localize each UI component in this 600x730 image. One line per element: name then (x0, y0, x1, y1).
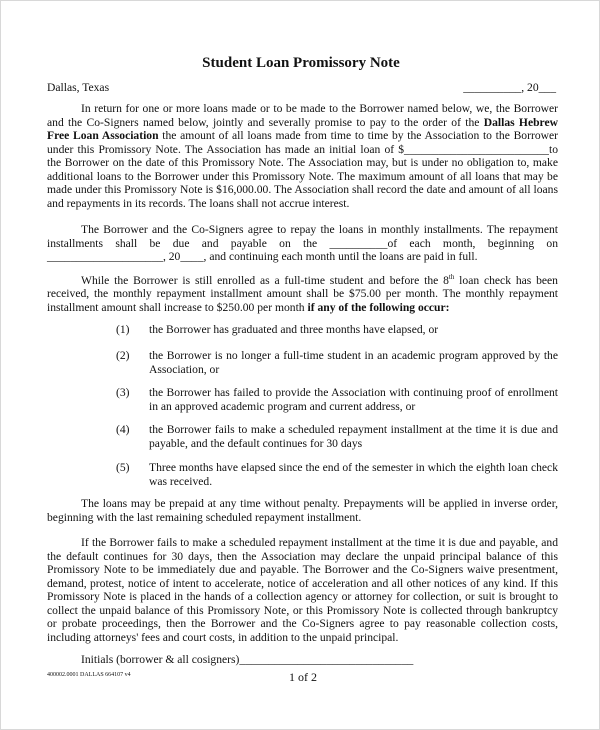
association-name: Dallas Hebrew Free Loan Association (47, 115, 558, 142)
date-blank: __________, 20___ (463, 81, 556, 94)
text: In return for one or more loans made or to be made to the Borrower named below, we, the Borrower and the Co-Signers named below, jointly and severally promise to pay to the order of the (47, 102, 558, 129)
condition-number: (2) (116, 349, 130, 362)
condition-number: (1) (116, 323, 130, 336)
superscript: th (448, 273, 455, 281)
location: Dallas, Texas (47, 81, 110, 94)
paragraph-repayment: The Borrower and the Co-Signers agree to repay the loans in monthly installments. The repayment installments shall be due and payable on the __________of each month, beginning on ____________________, 20____, and continuing each month until the loans are paid in full. (47, 223, 558, 263)
paragraph-prepayment: The loans may be prepaid at any time without penalty. Prepayments will be applied in inverse order, beginning with the last remaining scheduled repayment installment. (47, 497, 558, 524)
text: loan check has been received, the monthly repayment installment amount shall be $75.00 per month. The monthly repayment installment amount shall increase to $250.00 per month (47, 273, 558, 314)
footer-doc-id: 400002.0001 DALLAS 664107 v4 (47, 672, 131, 678)
condition-text: the Borrower is no longer a full-time student in an academic program approved by the Association, or (149, 349, 558, 376)
condition-number: (3) (116, 386, 130, 399)
condition-item (116, 323, 558, 337)
initials-line: Initials (borrower & all cosigners)______________________________ (81, 653, 414, 666)
condition-text: the Borrower fails to make a scheduled repayment installment at the time it is due and payable, and the default continues for 30 days (149, 423, 558, 450)
paragraph-loan-terms (47, 102, 558, 210)
condition-item (116, 349, 558, 376)
paragraph-default: If the Borrower fails to make a scheduled repayment installment at the time it is due and payable, and the default continues for 30 days, then the Association may declare the unpaid principal balance of this Promissory Note to be immediately due and payable. The Borrower and the Co-Signers waive presentment, demand, protest, notice of intent to accelerate, notice of acceleration and all other notices of any kind. If this Promissory Note is placed in the hands of a collection agency or attorney for collection, or suit is brought to collect the unpaid balance of this Promissory Note, or this Promissory Note is collected through bankruptcy or probate proceedings, then the Borrower and the Co-Signers agree to pay reasonable collection costs, including attorneys' fees and court costs, in addition to the unpaid principal. (47, 536, 558, 644)
condition-item (116, 423, 558, 450)
condition-number: (5) (116, 461, 130, 474)
condition-text: the Borrower has graduated and three months have elapsed, or (149, 323, 439, 336)
condition-number: (4) (116, 423, 130, 436)
page-number: 1 of 2 (289, 670, 317, 684)
bold-text: if any of the following occur: (307, 300, 450, 314)
text: the amount of all loans made from time to time by the Association to the Borrower under this Promissory Note. The Association has made an initial loan of $_________________________to the Borrower on the date of this Promissory Note. The Association may, but is under no obligation to, make additional loans to the Borrower under this Promissory Note. The maximum amount of all loans that may be made under this Promissory Note is $16,000.00. The Association shall record the date and amount of all loans and repayments in its records. The loans shall not accrue interest. (47, 129, 558, 210)
condition-text: Three months have elapsed since the end of the semester in which the eighth loan check was received. (149, 461, 558, 488)
condition-text: the Borrower has failed to provide the Association with continuing proof of enrollment in an approved academic program and current address, or (149, 386, 558, 413)
condition-item (116, 386, 558, 413)
text: While the Borrower is still enrolled as a full-time student and before the 8 (81, 273, 449, 287)
condition-item (116, 461, 558, 488)
document-title: Student Loan Promissory Note (202, 55, 400, 71)
paragraph-installment (47, 271, 558, 314)
